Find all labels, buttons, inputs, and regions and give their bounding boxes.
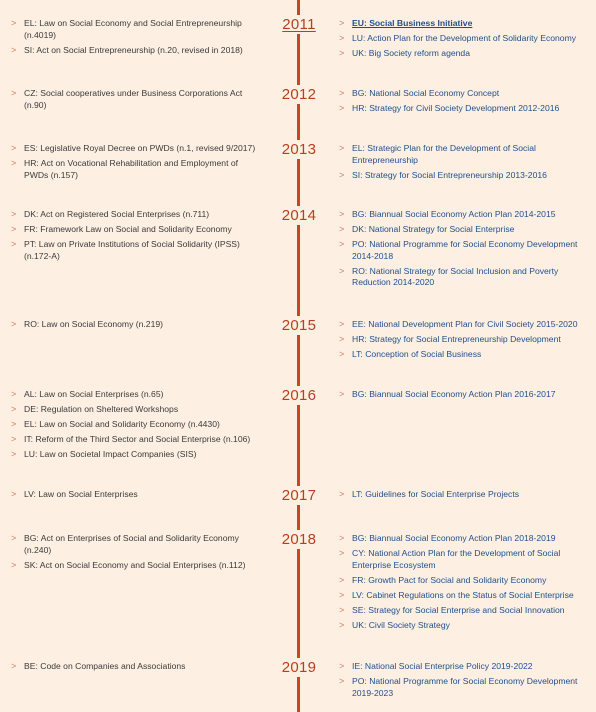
chevron-right-icon: > — [339, 209, 345, 219]
legislation-item — [10, 209, 262, 221]
item-text: HR: Act on Vocational Rehabilitation and Employment of PWDs (n.157) — [24, 158, 239, 180]
item-text: UK: Big Society reform agenda — [352, 48, 470, 58]
policy-list — [338, 143, 588, 185]
chevron-right-icon: > — [339, 676, 345, 686]
item-text: EL: Law on Social Economy and Social Entrepreneurship (n.4019) — [24, 18, 242, 40]
chevron-right-icon: > — [339, 349, 345, 359]
chevron-right-icon: > — [339, 661, 345, 671]
legislation-item — [10, 88, 262, 111]
year-label: 2017 — [272, 486, 326, 505]
year-label: 2018 — [272, 530, 326, 549]
item-text: PO: National Programme for Social Economy Development 2014-2018 — [352, 239, 578, 261]
legislation-list — [10, 209, 262, 266]
policy-list — [338, 209, 588, 292]
legislation-item — [10, 533, 262, 556]
policy-item — [338, 620, 588, 632]
legislation-list — [10, 389, 262, 464]
legislation-item — [10, 143, 262, 155]
policy-list — [338, 489, 588, 504]
legislation-list — [10, 18, 262, 60]
policy-item — [338, 319, 588, 331]
item-text: ES: Legislative Royal Decree on PWDs (n.1, revised 9/2017) — [24, 143, 256, 153]
year-label: 2014 — [272, 206, 326, 225]
policy-item — [338, 590, 588, 602]
chevron-right-icon: > — [339, 33, 345, 43]
chevron-right-icon: > — [11, 18, 17, 28]
chevron-right-icon: > — [11, 434, 17, 444]
item-text: SE: Strategy for Social Enterprise and Social Innovation — [352, 604, 565, 615]
policy-item — [338, 143, 588, 166]
policy-item[interactable] — [338, 18, 588, 30]
policy-item — [338, 334, 588, 346]
item-text: BG: Biannual Social Economy Action Plan 2018-2019 — [352, 533, 556, 543]
item-text: IT: Reform of the Third Sector and Social Enterprise (n.106) — [24, 434, 251, 444]
legislation-item — [10, 489, 262, 501]
chevron-right-icon: > — [11, 449, 17, 459]
chevron-right-icon: > — [339, 103, 345, 113]
legislation-item — [10, 449, 262, 461]
chevron-right-icon: > — [339, 389, 345, 399]
item-text: PT: Law on Private Institutions of Social Solidarity (IPSS) (n.172-A) — [24, 239, 240, 261]
legislation-list — [10, 661, 262, 676]
legislation-list — [10, 533, 262, 575]
item-text: CZ: Social cooperatives under Business Corporations Act (n.90) — [24, 88, 243, 110]
legislation-item — [10, 434, 262, 446]
legislation-item — [10, 239, 262, 262]
chevron-right-icon: > — [11, 419, 17, 429]
policy-list — [338, 661, 588, 703]
policy-list — [338, 389, 588, 404]
chevron-right-icon: > — [339, 265, 345, 276]
item-text: EL: Strategic Plan for the Development of Social Entrepreneurship — [352, 143, 536, 165]
chevron-right-icon: > — [11, 489, 17, 499]
item-text: HR: Strategy for Civil Society Development 2012-2016 — [352, 103, 560, 113]
item-text: LU: Action Plan for the Development of Solidarity Economy — [352, 33, 577, 43]
chevron-right-icon: > — [339, 604, 345, 615]
chevron-right-icon: > — [339, 619, 345, 630]
item-text: SI: Act on Social Entrepreneurship (n.20, revised in 2018) — [24, 44, 243, 55]
item-text: FR: Framework Law on Social and Solidarity Economy — [24, 224, 232, 234]
item-text: DK: Act on Registered Social Enterprises (n.711) — [24, 209, 210, 219]
chevron-right-icon: > — [339, 143, 345, 153]
legislation-item — [10, 224, 262, 236]
policy-item — [338, 661, 588, 673]
chevron-right-icon: > — [339, 48, 345, 58]
item-text: LV: Cabinet Regulations on the Status of Social Enterprise — [352, 589, 574, 600]
policy-item — [338, 266, 588, 289]
chevron-right-icon: > — [11, 559, 17, 570]
item-text: BE: Code on Companies and Associations — [24, 661, 186, 671]
legislation-item — [10, 18, 262, 41]
item-text: LT: Guidelines for Social Enterprise Projects — [352, 489, 520, 499]
chevron-right-icon: > — [339, 489, 345, 499]
item-text: LT: Conception of Social Business — [352, 349, 482, 359]
legislation-item — [10, 45, 262, 57]
year-label: 2011 — [272, 15, 326, 34]
legislation-list — [10, 143, 262, 185]
item-text: FR: Growth Pact for Social and Solidarity Economy — [352, 574, 547, 585]
chevron-right-icon: > — [11, 209, 17, 219]
item-text: HR: Strategy for Social Entrepreneurship Development — [352, 334, 561, 344]
policy-item — [338, 575, 588, 587]
policy-item — [338, 48, 588, 60]
chevron-right-icon: > — [11, 44, 17, 55]
legislation-list — [10, 489, 262, 504]
policy-list — [338, 533, 588, 635]
policy-item — [338, 33, 588, 45]
item-text: SK: Act on Social Economy and Social Enterprises (n.112) — [24, 559, 246, 570]
year-label: 2013 — [272, 140, 326, 159]
legislation-item — [10, 661, 262, 673]
legislation-item — [10, 389, 262, 401]
policy-item — [338, 103, 588, 115]
item-text: SI: Strategy for Social Entrepreneurship 2013-2016 — [352, 169, 547, 180]
legislation-item — [10, 560, 262, 572]
chevron-right-icon: > — [339, 88, 345, 98]
legislation-list — [10, 319, 262, 334]
timeline-axis — [297, 0, 300, 712]
chevron-right-icon: > — [339, 239, 345, 249]
legislation-list — [10, 88, 262, 115]
item-text: EL: Law on Social and Solidarity Economy (n.4430) — [24, 419, 220, 429]
policy-list — [338, 88, 588, 118]
item-text: LV: Law on Social Enterprises — [24, 489, 138, 499]
chevron-right-icon: > — [339, 574, 345, 585]
policy-list — [338, 18, 588, 63]
item-text: BG: Biannual Social Economy Action Plan 2016-2017 — [352, 389, 556, 399]
chevron-right-icon: > — [11, 404, 17, 414]
legislation-item — [10, 404, 262, 416]
policy-item — [338, 548, 588, 571]
chevron-right-icon: > — [339, 224, 345, 234]
chevron-right-icon: > — [11, 239, 17, 249]
item-text: EE: National Development Plan for Civil Society 2015-2020 — [352, 319, 578, 329]
policy-item — [338, 209, 588, 221]
chevron-right-icon: > — [11, 319, 17, 329]
chevron-right-icon: > — [11, 389, 17, 399]
item-text: EU: Social Business Initiative — [352, 18, 473, 28]
policy-item — [338, 349, 588, 361]
item-text: UK: Civil Society Strategy — [352, 619, 450, 630]
year-label: 2015 — [272, 316, 326, 335]
chevron-right-icon: > — [339, 533, 345, 543]
year-label: 2012 — [272, 85, 326, 104]
policy-item — [338, 239, 588, 262]
policy-item — [338, 676, 588, 699]
chevron-right-icon: > — [11, 88, 17, 98]
legislation-item — [10, 319, 262, 331]
item-text: BG: National Social Economy Concept — [352, 88, 500, 98]
item-text: PO: National Programme for Social Economy Development 2019-2023 — [352, 676, 578, 698]
policy-list — [338, 319, 588, 364]
legislation-item — [10, 158, 262, 181]
policy-item — [338, 605, 588, 617]
chevron-right-icon: > — [11, 158, 17, 168]
item-text: BG: Act on Enterprises of Social and Solidarity Economy (n.240) — [24, 533, 239, 555]
policy-item — [338, 533, 588, 545]
item-text: DK: National Strategy for Social Enterprise — [352, 224, 515, 234]
policy-item — [338, 224, 588, 236]
chevron-right-icon: > — [339, 334, 345, 344]
chevron-right-icon: > — [339, 589, 345, 600]
item-text: BG: Biannual Social Economy Action Plan 2014-2015 — [352, 209, 556, 219]
policy-item — [338, 489, 588, 501]
item-text: CY: National Action Plan for the Development of Social Enterprise Ecosystem — [352, 548, 561, 570]
policy-item — [338, 389, 588, 401]
year-label: 2016 — [272, 386, 326, 405]
item-text: RO: National Strategy for Social Inclusion and Poverty Reduction 2014-2020 — [352, 265, 559, 287]
item-text: AL: Law on Social Enterprises (n.65) — [24, 389, 164, 399]
chevron-right-icon: > — [11, 661, 17, 671]
policy-item — [338, 170, 588, 182]
chevron-right-icon: > — [339, 548, 345, 558]
item-text: DE: Regulation on Sheltered Workshops — [24, 404, 179, 414]
item-text: LU: Law on Societal Impact Companies (SIS) — [24, 449, 197, 459]
legislation-item — [10, 419, 262, 431]
chevron-right-icon: > — [339, 169, 345, 180]
chevron-right-icon: > — [11, 143, 17, 153]
chevron-right-icon: > — [339, 319, 345, 329]
chevron-right-icon: > — [11, 224, 17, 234]
chevron-right-icon: > — [11, 533, 17, 543]
chevron-right-icon: > — [339, 18, 345, 28]
item-text: IE: National Social Enterprise Policy 2019-2022 — [352, 661, 533, 671]
item-text: RO: Law on Social Economy (n.219) — [24, 319, 163, 329]
year-label: 2019 — [272, 658, 326, 677]
policy-item — [338, 88, 588, 100]
